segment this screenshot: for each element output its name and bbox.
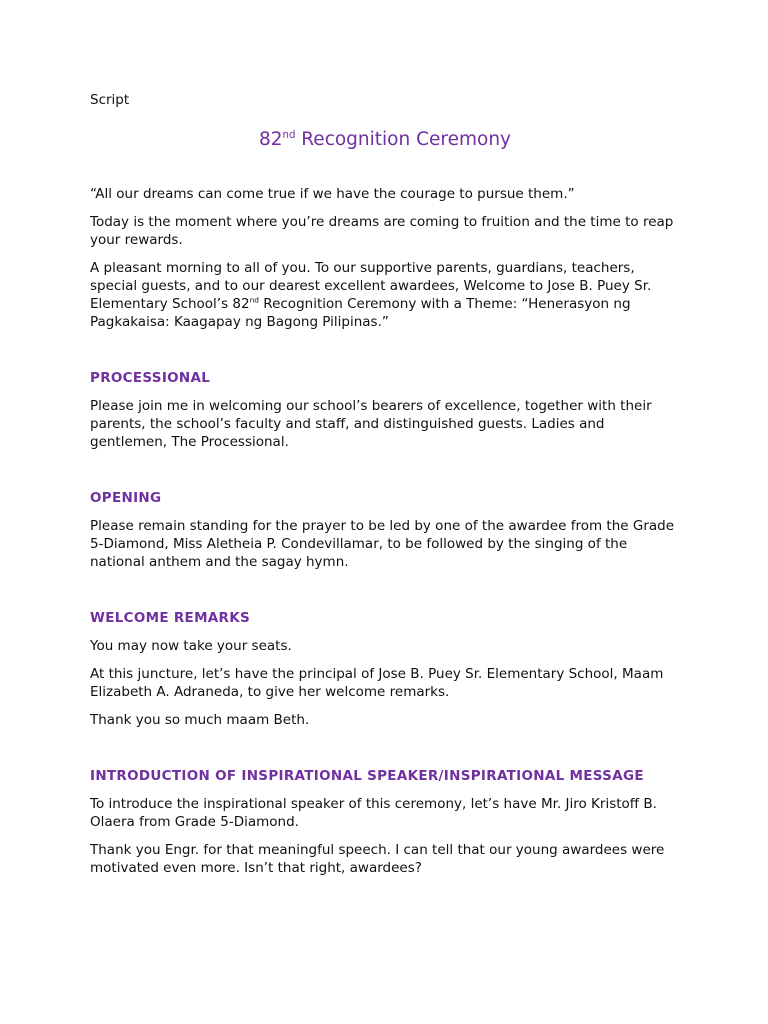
section-heading-inspirational: INTRODUCTION OF INSPIRATIONAL SPEAKER/INSPIRATIONAL MESSAGE	[90, 768, 644, 784]
title-number: 82	[258, 129, 283, 150]
section-heading-welcome-remarks: WELCOME REMARKS	[90, 610, 251, 626]
welcome-paragraph-thanks: Thank you so much maam Beth.	[90, 712, 310, 728]
opening-quote: “All our dreams can come true if we have the courage to pursue them.”	[90, 186, 575, 202]
section-heading-opening: OPENING	[90, 490, 162, 506]
processional-paragraph: Please join me in welcoming our school’s bearers of excellence, together with their parents, the school’s faculty and staff, and distinguished guests. Ladies and gentlemen, The Processional.	[90, 398, 652, 450]
script-label: Script	[90, 92, 130, 108]
greeting-text-b: Recognition Ceremony with a Theme: “Henerasyon ng Pagkakaisa: Kaagapay ng Bagong Pilipinas.”	[90, 296, 631, 330]
title-text: Recognition Ceremony	[295, 129, 512, 150]
inspirational-paragraph-thanks: Thank you Engr. for that meaningful speech. I can tell that our young awardees were motivated even more. Isn’t that right, awardees?	[90, 842, 665, 876]
section-heading-processional: PROCESSIONAL	[90, 370, 211, 386]
welcome-paragraph-seats: You may now take your seats.	[90, 638, 292, 654]
opening-paragraph: Please remain standing for the prayer to be led by one of the awardee from the Grade 5-Diamond, Miss Aletheia P. Condevillamar, to be followed by the singing of the national anthem and the sagay hymn.	[90, 518, 675, 570]
inspirational-paragraph-intro: To introduce the inspirational speaker of this ceremony, let’s have Mr. Jiro Kristoff B. Olaera from Grade 5-Diamond.	[90, 796, 657, 830]
greeting-ordinal: nd	[249, 295, 260, 305]
document-page	[90, 91, 680, 887]
welcome-paragraph-principal: At this juncture, let’s have the principal of Jose B. Puey Sr. Elementary School, Maam Elizabeth A. Adraneda, to give her welcome remarks.	[90, 666, 664, 700]
title-ordinal: nd	[282, 129, 296, 141]
intro-paragraph: Today is the moment where you’re dreams are coming to fruition and the time to reap your rewards.	[90, 214, 674, 248]
page-title	[90, 128, 680, 152]
greeting-paragraph	[90, 259, 680, 331]
greeting-text-a: A pleasant morning to all of you. To our supportive parents, guardians, teachers, special guests, and to our dearest excellent awardees, Welcome to Jose B. Puey Sr. Elementary School’s 82	[90, 260, 652, 312]
